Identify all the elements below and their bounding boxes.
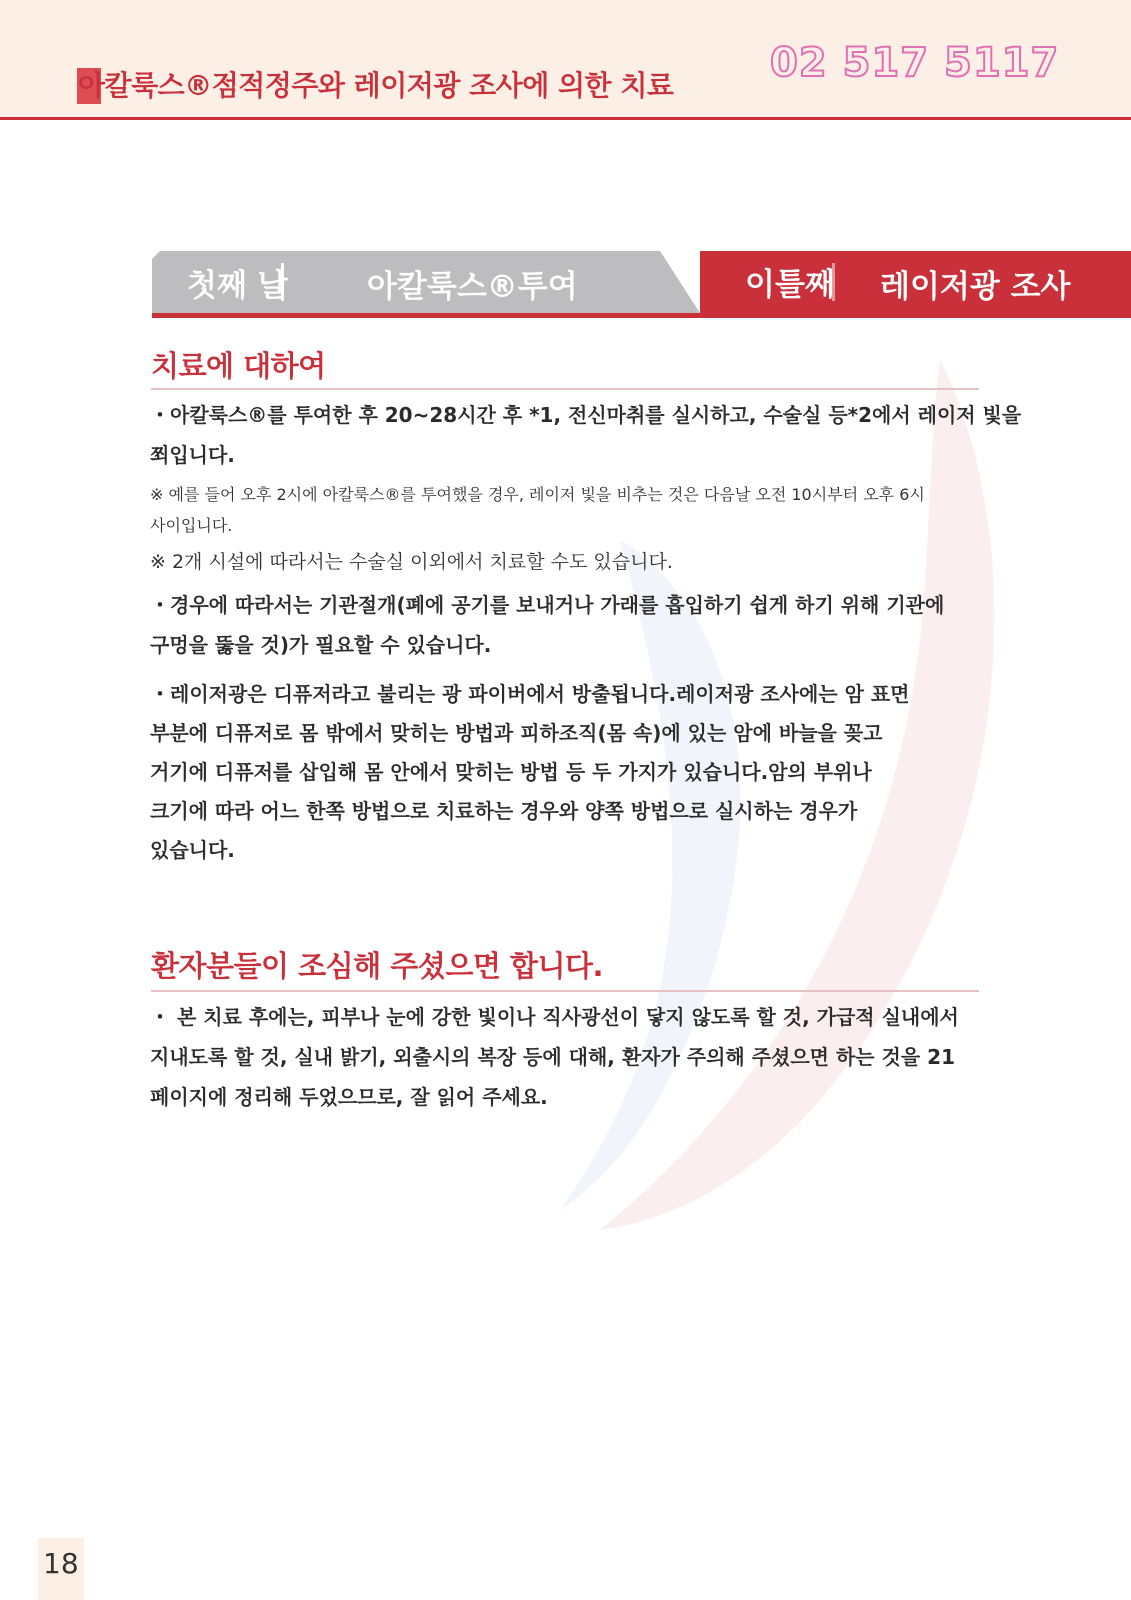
step-day1-label: 첫째 날 — [187, 268, 288, 304]
header-phone-number: 02 517 5117 — [770, 40, 1060, 86]
step-day1-action: 아칼룩스®투여 — [367, 269, 578, 305]
note-facility: ※ 2개 시설에 따라서는 수술실 이외에서 치료할 수도 있습니다. — [150, 551, 673, 573]
step-day2-action: 레이저광 조사 — [880, 269, 1071, 305]
bullet-caution: ・ 본 치료 후에는, 피부나 눈에 강한 빛이나 직사광선이 닿지 않도록 할 것, 가급적 실내에서 지내도록 할 것, 실내 밝기, 외출시의 복장 등에 대해, 환자가 주의해 주셨으면 하는 것을 21 페이지에 정리해 두었으므로, 잘 읽어 주세요. — [150, 1005, 959, 1109]
bullet-tracheotomy: ・경우에 따라서는 기관절개(폐에 공기를 보내거나 가래를 흡입하기 쉽게 하기 위해 기관에 구멍을 뚫을 것)가 필요할 수 있습니다. — [150, 593, 945, 657]
section-title-treatment: 치료에 대하여 — [151, 349, 326, 383]
header-divider — [0, 117, 1131, 120]
header-title: 아칼룩스®점적정주와 레이저광 조사에 의한 치료 — [78, 69, 674, 102]
page-number: 18 — [43, 1547, 79, 1580]
bullet-administration: ・아칼룩스®를 투여한 후 20~28시간 후 *1, 전신마취를 실시하고, 수술실 등*2에서 레이저 빛을 쬐입니다. — [150, 403, 1022, 467]
treatment-steps — [152, 251, 1131, 321]
section-divider — [151, 388, 979, 390]
bullet-laser-method: ・레이저광은 디퓨저라고 불리는 광 파이버에서 방출됩니다.레이저광 조사에는 암 표면 부분에 디퓨저로 몸 밖에서 맞히는 방법과 피하조직(몸 속)에 있는 암에 바늘을 꽂고 거기에 디퓨저를 삽입해 몸 안에서 맞히는 방법 등 두 가지가 있습니다.암의 부위나 크기에 따라 어느 한쪽 방법으로 치료하는 경우와 양쪽 방법으로 실시하는 경우가 있습니다. — [150, 682, 910, 862]
section-title-caution: 환자분들이 조심해 주셨으면 합니다. — [151, 949, 604, 983]
section-divider — [151, 990, 979, 992]
note-example: ※ 예를 들어 오후 2시에 아칼룩스®를 투여했을 경우, 레이저 빛을 비추는 것은 다음날 오전 10시부터 오후 6시 사이입니다. — [150, 485, 925, 535]
step-day2-label: 이틀째 — [745, 267, 835, 303]
